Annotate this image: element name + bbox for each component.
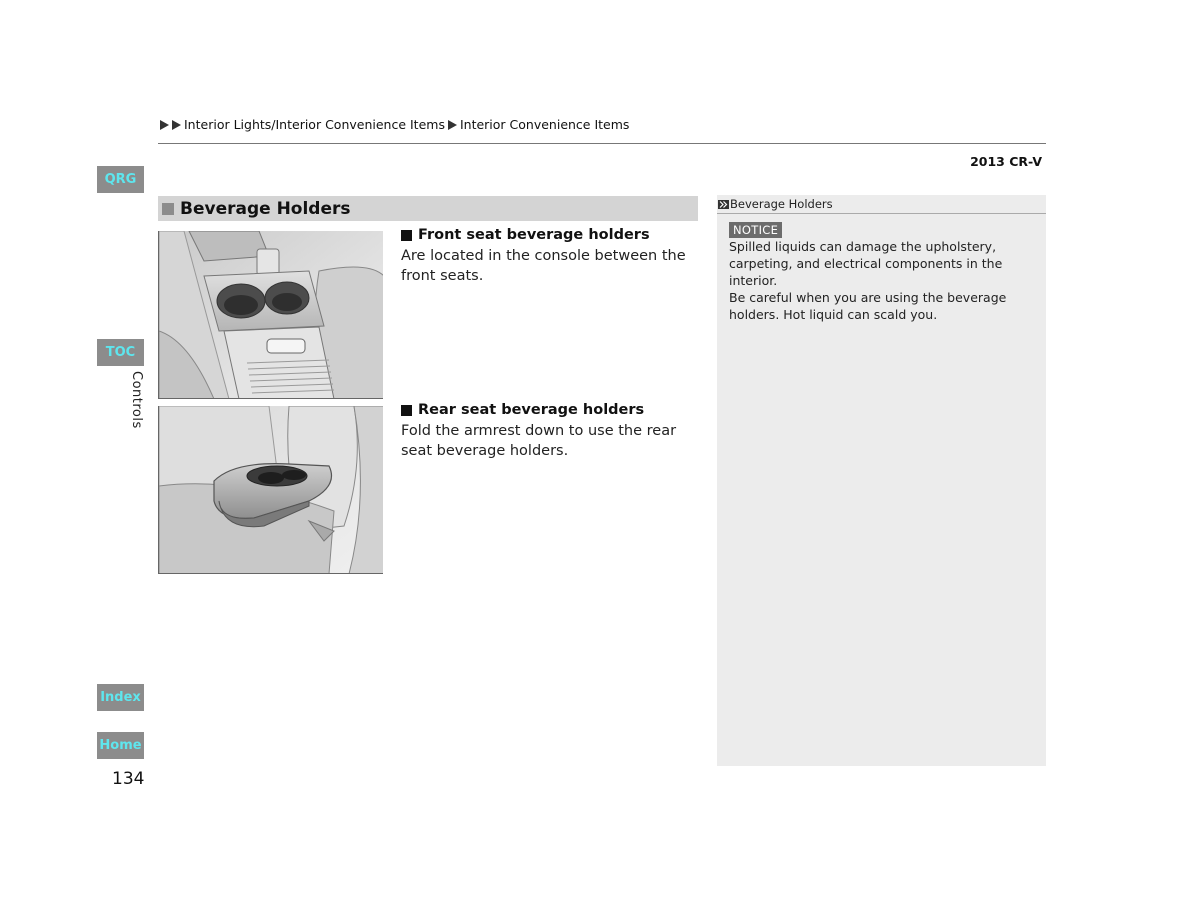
section-header [158, 196, 698, 221]
front-seat-heading-text: Front seat beverage holders [418, 227, 650, 243]
front-seat-description: Are located in the console between the front seats. [401, 248, 686, 284]
breadcrumb [160, 117, 629, 132]
arrow-right-icon [172, 120, 181, 130]
home-tab[interactable]: Home [97, 732, 144, 759]
index-tab[interactable]: Index [97, 684, 144, 711]
breadcrumb-link-convenience-items[interactable]: Interior Convenience Items [459, 117, 630, 132]
notice-badge: NOTICE [729, 222, 782, 238]
caution-text: Be careful when you are using the beverage holders. Hot liquid can scald you. [729, 290, 1007, 322]
rear-armrest-image [158, 406, 383, 574]
section-marker-icon [162, 203, 174, 215]
vehicle-model: 2013 CR-V [970, 154, 1042, 169]
toc-tab[interactable]: TOC [97, 339, 144, 366]
rear-seat-heading-text: Rear seat beverage holders [418, 402, 645, 418]
qrg-tab[interactable]: QRG [97, 166, 144, 193]
arrow-right-icon [448, 120, 457, 130]
header-divider [158, 143, 1046, 144]
notes-title: Beverage Holders [730, 197, 833, 211]
rear-seat-heading [401, 402, 644, 418]
chapter-label: Controls [129, 371, 144, 429]
reference-icon [718, 200, 729, 209]
rear-seat-description: Fold the armrest down to use the rear seat beverage holders. [401, 423, 677, 459]
notice-text: Spilled liquids can damage the upholstery, carpeting, and electrical components in the interior. [729, 239, 1003, 288]
bullet-square-icon [401, 230, 412, 241]
notes-panel [717, 195, 1046, 766]
breadcrumb-link-interior-lights[interactable]: Interior Lights/Interior Convenience Items [184, 117, 445, 132]
front-console-image [158, 231, 383, 399]
bullet-square-icon [401, 405, 412, 416]
front-seat-heading [401, 227, 650, 243]
page-number: 134 [112, 769, 145, 789]
notes-header [717, 195, 1046, 214]
arrow-right-icon [160, 120, 169, 130]
section-title: Beverage Holders [180, 198, 351, 219]
